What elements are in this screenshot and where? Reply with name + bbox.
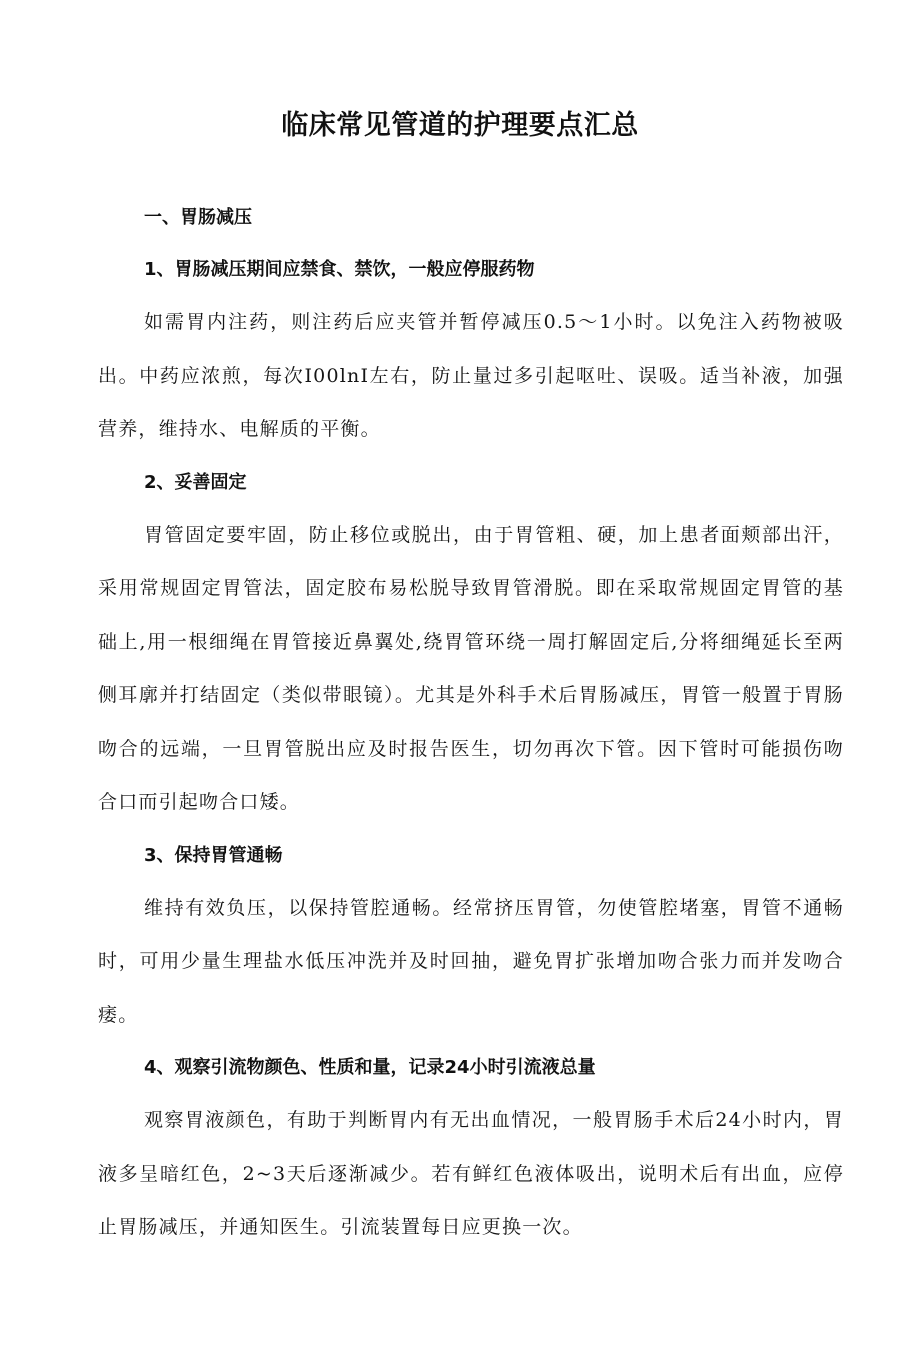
section-heading: 一、胃肠减压 bbox=[144, 207, 252, 228]
subsection-paragraph-2: 胃管固定要牢固，防止移位或脱出，由于胃管粗、硬，加上患者面颊部出汗，采用常规固定胃管法，固定胶布易松脱导致胃管滑脱。即在采取常规固定胃管的基础上,用一根细绳在胃管接近鼻翼处,绕胃管环绕一周打解固定后,分将细绳延长至两侧耳廓并打结固定（类似带眼镜）。尤其是外科手术后胃肠减压，胃管一般置于胃肠吻合的远端，一旦胃管脱出应及时报告医生，切勿再次下管。因下管时可能损伤吻合口而引起吻合口矮。 bbox=[98, 523, 844, 813]
document-body bbox=[98, 192, 844, 1255]
subsection-paragraph-1: 如需胃内注药，则注药后应夹管并暂停减压0.5～1小时。以免注入药物被吸出。中药应浓煎，每次I00lnI左右，防止量过多引起呕吐、误吸。适当补液，加强营养，维持水、电解质的平衡。 bbox=[98, 311, 844, 440]
subsection-heading-3: 3、保持胃管通畅 bbox=[144, 844, 283, 866]
subsection-heading-2: 2、妥善固定 bbox=[144, 471, 247, 493]
subsection-paragraph-3: 维持有效负压，以保持管腔通畅。经常挤压胃管，勿使管腔堵塞，胃管不通畅时，可用少量生理盐水低压冲洗并及时回抽，避免胃扩张增加吻合张力而并发吻合痿。 bbox=[98, 896, 844, 1026]
subsection-heading-1: 1、胃肠减压期间应禁食、禁饮，一般应停服药物 bbox=[144, 259, 535, 280]
subsection-heading-4: 4、观察引流物颜色、性质和量，记录24小时引流液总量 bbox=[144, 1057, 596, 1078]
document-title: 临床常见管道的护理要点汇总 bbox=[281, 110, 639, 142]
subsection-paragraph-4: 观察胃液颜色，有助于判断胃内有无出血情况，一般胃肠手术后24小时内，胃液多呈暗红色，2~3天后逐渐减少。若有鲜红色液体吸出，说明术后有出血，应停止胃肠减压，并通知医生。引流装置每日应更换一次。 bbox=[98, 1109, 844, 1238]
